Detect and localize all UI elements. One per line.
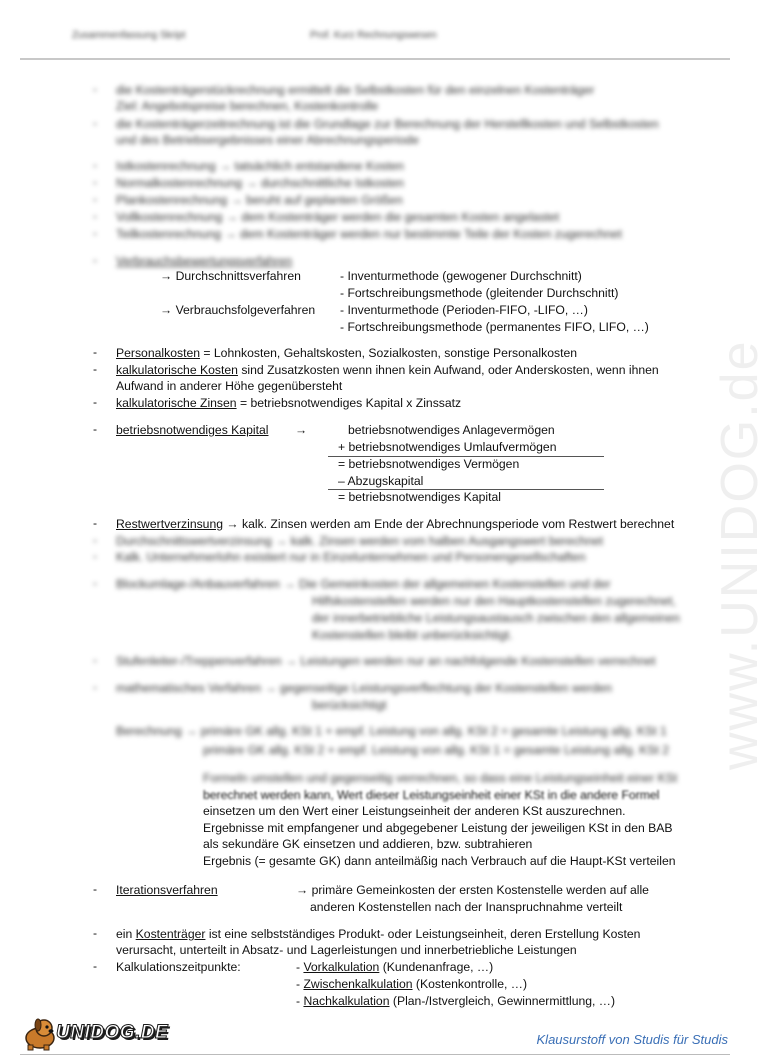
bullet: - xyxy=(93,653,98,667)
text: (Kundenanfrage, …) xyxy=(379,960,494,974)
arrow-icon: → xyxy=(295,423,308,437)
verbrauchsfolge-item: - Fortschreibungsmethode (permanentes FIFO, LIFO, …) xyxy=(340,320,649,334)
term: Nachkalkulation xyxy=(303,994,390,1008)
berechnung-line: berechnet werden kann, Wert dieser Leistungseinheit einer KSt in die andere Formel xyxy=(203,788,660,802)
blurred-line: berücksichtigt xyxy=(312,698,387,712)
blurred-line: primäre GK allg. KSt 2 + empf. Leistung von allg. KSt 1 = gesamte Leistung allg. KSt 2 xyxy=(203,743,670,757)
bullet: - xyxy=(93,362,98,376)
blurred-line: die Kostenträgerstückrechnung ermittelt die Selbstkosten für den einzelnen Kostenträger xyxy=(116,83,595,97)
bullet: - xyxy=(93,926,98,940)
text: Verbrauchsfolgeverfahren xyxy=(175,303,316,317)
term: Personalkosten xyxy=(116,346,201,360)
berechnung-line: Ergebnis (= gesamte GK) dann anteilmäßig nach Verbrauch auf die Haupt-KSt verteilen xyxy=(203,854,676,868)
blurred-line: Verbrauchsbewertungsverfahren xyxy=(116,254,293,268)
kapital-row: = betriebsnotwendiges Kapital xyxy=(338,490,501,504)
arrow-icon: → xyxy=(160,303,173,317)
kalk-kosten-line xyxy=(116,362,659,378)
kalk-zinsen-line xyxy=(116,395,461,411)
berechnung-line: als sekundäre GK einsetzen und addieren, bzw. subtrahieren xyxy=(203,837,533,851)
bullet: - xyxy=(93,533,98,547)
bullet: - xyxy=(93,345,98,359)
bullet: - xyxy=(93,116,98,130)
blurred-line: Ziel: Angebotspreise berechnen, Kostenkontrolle xyxy=(116,99,379,113)
bullet: - xyxy=(93,226,98,240)
term: Kostenträger xyxy=(135,927,206,941)
text: Durchschnittsverfahren xyxy=(175,269,301,283)
durchschnitt-item: - Inventurmethode (gewogener Durchschnitt) xyxy=(340,269,582,283)
bullet: - xyxy=(93,395,98,409)
blurred-line: Hilfskostenstellen werden nur den Hauptkostenstellen zugerechnet, xyxy=(312,594,676,608)
bullet: - xyxy=(93,959,98,973)
blurred-line: Kalk. Unternehmerlohn existiert nur in Einzelunternehmen und Personengesellschaften xyxy=(116,550,586,564)
blurred-line: und des Betriebsergebnisses einer Abrechnungsperiode xyxy=(116,133,419,147)
text: sind Zusatzkosten wenn ihnen kein Aufwand, oder Anderskosten, wenn ihnen xyxy=(237,363,659,377)
text: (Plan-/Istvergleich, Gewinnermittlung, …) xyxy=(389,994,616,1008)
bullet: - xyxy=(93,882,98,896)
kalkulation-item: - Vorkalkulation (Kundenanfrage, …) xyxy=(296,960,494,974)
bullet: - xyxy=(93,253,98,267)
blurred-line: Durchschnittswertverzinsung → kalk. Zinsen werden vom halben Ausgangswert berechnet xyxy=(116,534,604,548)
durchschnitt-item: - Fortschreibungsmethode (gleitender Durchschnitt) xyxy=(340,286,619,300)
blurred-line: die Kostenträgerzeitrechnung ist die Grundlage zur Berechnung der Herstellkosten und Selbstkosten xyxy=(116,117,659,131)
kostentraeger-line xyxy=(116,926,640,942)
term: Restwertverzinsung xyxy=(116,517,224,531)
bullet: - xyxy=(93,422,98,436)
term: kalkulatorische Kosten xyxy=(116,363,238,377)
kapital-row: – Abzugskapital xyxy=(338,474,424,488)
bullet: - xyxy=(93,158,98,172)
logo-text: UNIDOG.DE xyxy=(56,1022,169,1043)
bullet: - xyxy=(93,82,98,96)
text: = Lohnkosten, Gehaltskosten, Sozialkosten, sonstige Personalkosten xyxy=(200,346,578,360)
kapital-row: + betriebsnotwendiges Umlaufvermögen xyxy=(338,440,557,454)
bullet: - xyxy=(93,175,98,189)
header-left: Zusammenfassung Skript xyxy=(72,30,186,41)
header-rule xyxy=(20,58,730,60)
blurred-line: Blockumlage-/Anbauverfahren → Die Gemeinkosten der allgemeinen Kostenstellen und der xyxy=(116,577,611,591)
text: ein xyxy=(116,927,136,941)
berechnung-line: Ergebnisse mit empfangener und abgegebener Leistung der jeweiligen KSt in den BAB xyxy=(203,821,673,835)
kalkulation-item: - Zwischenkalkulation (Kostenkontrolle, …) xyxy=(296,977,528,991)
term: Zwischenkalkulation xyxy=(303,977,413,991)
durchschnitt-label xyxy=(160,268,301,284)
arrow-icon: → xyxy=(160,269,173,283)
watermark xyxy=(680,250,769,770)
term: Vorkalkulation xyxy=(303,960,380,974)
blurred-line: Plankostenrechnung → beruht auf geplanten Größen xyxy=(116,193,403,207)
kapital-row: = betriebsnotwendiges Vermögen xyxy=(338,457,520,471)
verbrauchsfolge-item: - Inventurmethode (Perioden-FIFO, -LIFO, …) xyxy=(340,303,588,317)
page-header xyxy=(72,30,720,41)
blurred-line: Stufenleiter-/Treppenverfahren → Leistungen werden nur an nachfolgende Kostenstellen verrechnet xyxy=(116,654,656,668)
kapital-row: betriebsnotwendiges Anlagevermögen xyxy=(348,423,555,437)
text: = betriebsnotwendiges Kapital x Zinssatz xyxy=(236,396,462,410)
kapital-term: betriebsnotwendiges Kapital xyxy=(116,423,269,437)
iteration-line: anderen Kostenstellen nach der Inanspruchnahme verteilt xyxy=(310,900,623,914)
blurred-line: mathematisches Verfahren → gegenseitige Leistungsverflechtung der Kostenstellen werden xyxy=(116,681,612,695)
kalk-kosten-line2: Aufwand in anderer Höhe gegenübersteht xyxy=(116,379,343,393)
blurred-line: Formeln umstellen und gegenseitig verrechnen, so dass eine Leistungseinheit einer KSt xyxy=(203,771,678,785)
term: kalkulatorische Zinsen xyxy=(116,396,237,410)
bullet: - xyxy=(93,549,98,563)
iteration-line: → primäre Gemeinkosten der ersten Kostenstelle werden auf alle xyxy=(296,883,649,897)
berechnung-line: einsetzen um den Wert einer Leistungseinheit der anderen KSt auszurechnen. xyxy=(203,804,626,818)
text: ist eine selbstständiges Produkt- oder Leistungseinheit, deren Erstellung Kosten xyxy=(205,927,641,941)
bullet: - xyxy=(93,209,98,223)
blurred-line: Vollkostenrechnung → dem Kostenträger werden die gesamten Kosten angelastet xyxy=(116,210,560,224)
restwert-line xyxy=(116,516,674,532)
text: → kalk. Zinsen werden am Ende der Abrechnungsperiode vom Restwert berechnet xyxy=(223,517,675,531)
blurred-line: Normalkostenrechnung → durchschnittliche Istkosten xyxy=(116,176,404,190)
bullet: - xyxy=(93,192,98,206)
bullet: - xyxy=(93,576,98,590)
blurred-line: Kostenstellen bleibt unberücksichtigt. xyxy=(312,628,513,642)
verbrauchsfolge-label xyxy=(160,302,315,318)
text: (Kostenkontrolle, …) xyxy=(412,977,528,991)
blurred-line: Istkostenrechnung → tatsächlich entstandene Kosten xyxy=(116,159,404,173)
kalkulation-label: Kalkulationszeitpunkte: xyxy=(116,960,241,974)
bullet: - xyxy=(93,516,98,530)
watermark-text: www.UNIDOG.de xyxy=(711,339,769,770)
blurred-line: Teilkostenrechnung → dem Kostenträger werden nur bestimmte Teile der Kosten zugerechnet xyxy=(116,227,622,241)
blurred-line: der innerbetriebliche Leistungsaustausch zwischen den allgemeinen xyxy=(312,611,680,625)
personalkosten-line xyxy=(116,345,577,361)
iteration-term: Iterationsverfahren xyxy=(116,883,218,897)
footer-rule xyxy=(20,1054,730,1055)
footer-slogan: Klausurstoff von Studis für Studis xyxy=(536,1032,728,1047)
header-right: Prof. Kurz Rechnungswesen xyxy=(310,30,437,41)
kostentraeger-line2: verursacht, unterteilt in Absatz- und Lagerleistungen und innerbetriebliche Leistungen xyxy=(116,943,577,957)
blurred-line: Berechnung → primäre GK allg. KSt 1 + empf. Leistung von allg. KSt 2 = gesamte Leistung allg. KSt 1 xyxy=(116,724,667,738)
kalkulation-item: - Nachkalkulation (Plan-/Istvergleich, Gewinnermittlung, …) xyxy=(296,994,616,1008)
bullet: - xyxy=(93,680,98,694)
